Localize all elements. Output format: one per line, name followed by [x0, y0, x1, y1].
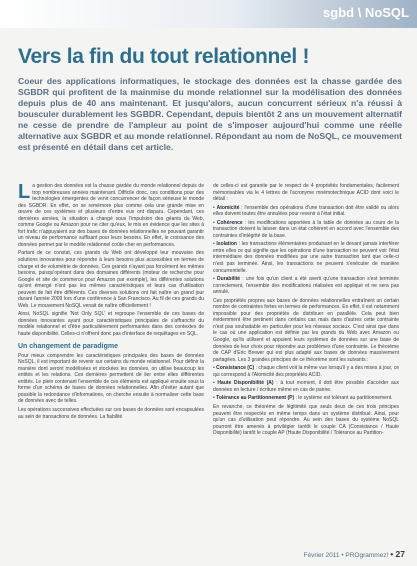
- bullet-term: Haute Disponibilité (A): [217, 380, 274, 387]
- article-lead: Coeur des applications informatiques, le stockage des données est la chasse gardée des SGBDR qui profitent de la mainmise du monde relationnel sur la modélisation des données depuis plus de 40 ans maintenant. Et jusqu'alors, aucun concurrent sérieux n'a réussi à bousculer durablement les SGBDR. Cependant, depuis bientôt 2 ans un mouvement alternatif ne cesse de prendre de l'ampleur au point de s'imposer aujourd'hui comme une réelle alternative aux SGBDR et au monde relationnel. Répondant au nom de NoSQL, ce mouvement est présenté en détail dans cet article.: [18, 76, 402, 152]
- bullet-item: • Isolation : les transactions élémentaires produisant en le devant jamais interférer entre elles ce qui signifie que les opérations d'une transaction ne peuvent voir l'état intermédiaire des données modifiées par une autre transaction tant que celle-ci n'est pas terminée. Ainsi, les transactions ne peuvent s'exécuter de manière concurrentielle.: [213, 241, 400, 274]
- paragraph: [18, 183, 204, 248]
- bullet-item: • Durabilité : une fois qu'un client a été averti qu'une transaction s'est terminée correctement, l'ensemble des modifications réalisées est appliqué et ne sera pas annulé.: [213, 276, 400, 296]
- bullet-item: • Cohérence : les modifications apportées à la table de données au cours de la transaction doivent la laisser dans un état cohérent en accord avec l'ensemble des contraintes d'intégrité de la base.: [213, 219, 400, 239]
- paragraph: Pour mieux comprendre les caractéristiques principales des bases de données NoSQL, il est important de revenir sur certains du monde relationnel. Pour définir la manière dont seront modélisées et stockées les données, on utilise beaucoup les entités et les relations. Ces dernières permettent de lier entre elles différentes entités. Le plein contenant l'ensemble de ces éléments est appliqué ensuite sous la forme d'un schéma de bases de données relationnelles. Afin d'éviter autant que possible la redondance d'informations, on cherche ensuite à normaliser cette base de données avec de telles.: [18, 352, 204, 405]
- article-title: Vers la fin du tout relationnel !: [18, 45, 310, 68]
- bullet-term: Cohérence: [216, 219, 243, 226]
- bullet-text: : chaque client voit la même vue lorsqu'il y a des mises à jour, ce qui correspond à l'Atomicité des propriétés ACID.: [213, 365, 400, 378]
- paragraph-text: a gestion des données est la chasse gardée du monde relationnel depuis de trop nombreuses années maintenant. Difficile donc, ces conditions pour des technologies émergentes de venir concurrencer de façon sérieuse le monde des SGBDR. En effet, on se remémore plus comme cela une grande mise en œuvre de ces systèmes et plusieurs d'entre eux ont disparu. Cependant, ces dernières années, la situation a changé sous l'impulsion des géants du Web, comme Google ou Amazon pour ne citer qu'eux, le mis en évidence que les sites à fort trafic n'appuyaient sur des bases de données relationnelles ne pouvant garantir un niveau de performance suffisant pour leurs besoins. En effet, le croissance des données permet par le modèle relationnel coûte cher en performances.: [18, 183, 204, 248]
- page-number: • 27: [390, 549, 405, 559]
- bullet-item: • Tolérance au Partitionnement (P) : le système est tolérant au partitionnement.: [213, 395, 393, 402]
- section-label: sgbd \ NoSQL: [323, 5, 409, 20]
- issue-label: Février 2011 • PROgrammez!: [303, 552, 389, 559]
- bullet-text: : les transactions élémentaires produisant en le devant jamais interférer entre elles ce qui signifie que les opérations d'une transaction ne peuvent voir l'état intermédiaire des données modifiées par une autre transaction tant que celle-ci n'est pas terminée. Ainsi, les transactions ne peuvent s'exécuter de manière concurrentielle.: [213, 241, 400, 274]
- bullet-text: : le système est tolérant au partitionnement.: [295, 395, 393, 402]
- body-column-right: [213, 183, 399, 439]
- drop-cap: L: [18, 181, 31, 203]
- top-banner: [0, 0, 417, 28]
- paragraph: Partant de ce constat, ces grands du Web ont développé leur mouvaise des solutions innovantes pour répondre à leurs besoins plus accessibles en termes de charge et de volumétrie de données. Ces grands n'ayant pas forcément les mêmes besoins, puisqu'opérant dans des domaines différents (moteur de recherche pour Google et site de commerce pour Amazon par exemple), les différentes solutions qu'ont émergé n'ont pas les mêmes caractéristiques et leurs cas d'utilisation peuvent de fait être différents. Ces diverses solutions ont fait naître un grand jour durant l'année 2009 lors d'une conférence à San Francisco. Au fil de ces grands du Web. Le mouvement NoSQL venait de naître officiellement !: [18, 250, 204, 309]
- bullet-item: • Consistance (C) : chaque client voit la même vue lorsqu'il y a des mises à jour, ce qui correspond à l'Atomicité des propriétés ACID.: [213, 365, 400, 378]
- bullet-text: : l'ensemble des opérations d'une transaction doit être validé ou alors elles doivent toutes être annulées pour revenir à l'état initial.: [213, 204, 399, 218]
- bullet-item: • Haute Disponibilité (A) : à tout moment, il doit être possible d'accéder aux données en lecture / écriture même en cas de panne.: [213, 380, 400, 393]
- bullet-term: Durabilité: [217, 276, 241, 283]
- bullet-term: Isolation: [216, 241, 237, 248]
- page-footer: [304, 549, 406, 559]
- paragraph: de celles-ci est garantie par le respect de 4 propriétés fondamentales, facilement mémorisables via le 4 lettres de l'acronyme mnémotechnique ACID dont voici le détail :: [213, 183, 399, 203]
- bullet-term: Tolérance au Partitionnement (P): [216, 395, 295, 402]
- paragraph: Ces propriétés propres aux bases de données relationnelles entraînent un certain nombre de contraintes fortes en termes de performances. En effet, il est notamment impossible pour des propriétés de distribuer en parallèle. Cela peut bien évidemment être pertinent dans certains cas mais dans d'autres cette contrainte n'est pas souhaitable en particulier pour les réseaux sociaux. C'est ainsi que dans le cas où une application est définie par les grands du Web avec Amazon ou Google, qu'ils utilisent et appuient leurs systèmes de données sur une base de données de leur choix pour répondre aux problèmes d'une contrainte. Le théorème de CAP d'Eric Brewer qui est plus adapté aux bases de données massivement partagées. Les 3 grandes principes de ce théorème sont les suivants :: [213, 297, 399, 363]
- bullet-text: : une fois qu'un client a été averti qu'une transaction s'est terminée correctement, l'ensemble des modifications réalisées est appliqué et ne sera pas annulé.: [213, 276, 400, 296]
- paragraph: Les opérations successives effectuées sur ces bases de données sont encapsulées au sein de transactions de données. La fiabilité: [18, 406, 204, 420]
- subheading: Un changement de paradigme: [18, 342, 118, 350]
- body-column-left: [18, 183, 204, 422]
- bullet-text: : les modifications apportées à la table de données au cours de la transaction doivent la laisser dans un état cohérent en accord avec l'ensemble des contraintes d'intégrité de la base.: [213, 219, 400, 239]
- bullet-item: • Atomicité : l'ensemble des opérations d'une transaction doit être validé ou alors elles doivent toutes être annulées pour revenir à l'état initial.: [213, 204, 399, 218]
- bullet-term: Atomicité: [216, 204, 240, 211]
- page-number-value: 27: [395, 549, 405, 559]
- bullet-term: Consistance (C): [216, 365, 255, 372]
- bullet-text: : à tout moment, il doit être possible d'accéder aux données en lecture / écriture même en cas de panne.: [213, 380, 400, 393]
- paragraph: Ainsi, NoSQL signifie 'Not Only SQL' et regroupe l'ensemble de ces bases de données innovantes ayant pour caractéristiques principales de s'affranchir du modèle relationnel et d'être particulièrement performantes dans des contextes de haute disponibilité. Celles-ci n'offrent donc pas d'interface de requêtages en SQL.: [18, 311, 204, 338]
- paragraph: En revanche, ce théorème de légitimité que seuls deux de ces trois principes peuvent être respectés en même temps dans un système distribué. Ainsi, pour qu'un cas d'utilisation peut répondre. Au sein des bases du système NoSQL pourront être amenés à privilégier tantôt le couple CA (Consistance / Haute Disponibilité) tantôt le couple AP (Haute Disponibilité / Tolérance au Partition-: [213, 403, 399, 437]
